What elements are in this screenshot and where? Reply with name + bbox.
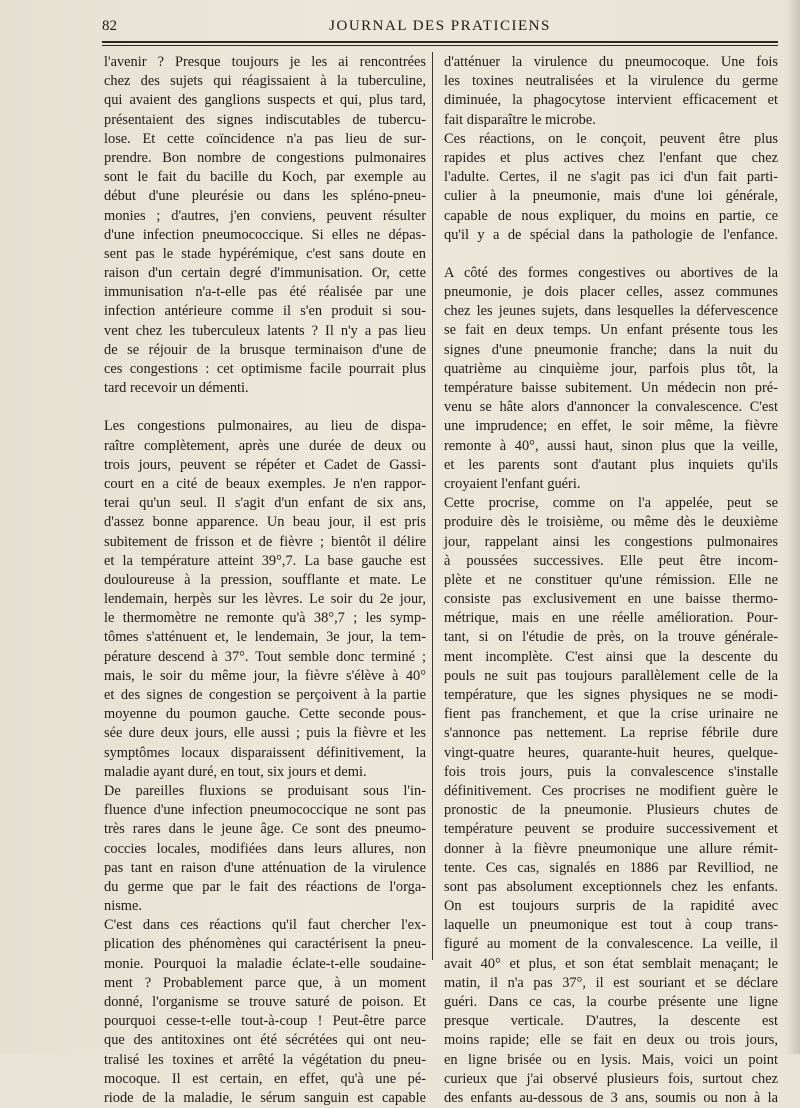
text-line: plication des phénomènes qui caractérisent la pneu-	[104, 936, 426, 953]
text-line: température peuvent se produire successivement et	[444, 821, 778, 838]
text-line: mocoque. Il est certain, en effet, qu'à une pé-	[104, 1070, 426, 1087]
right-column	[444, 53, 778, 1108]
header-rule-thin	[102, 45, 778, 46]
text-line: presque verticale. D'autres, la descente est	[444, 1013, 778, 1030]
text-line: culier à la pneumonie, mais d'une loi générale,	[444, 188, 778, 205]
text-line: immunisation n'a-t-elle pas été réalisée par une	[104, 284, 426, 301]
text-line: venu se hâte alors d'annoncer la convalescence. C'est	[444, 399, 778, 416]
text-line: pouls ne suit pas toujours parallèlement celle de la	[444, 667, 778, 684]
text-line: tente. Ces cas, signalés en 1886 par Revilliod, ne	[444, 859, 778, 876]
text-line: tard recevoir un démenti.	[104, 380, 249, 397]
text-line: température, que les signes physiques ne se modi-	[444, 687, 778, 703]
page-header	[102, 14, 778, 40]
text-line: fait disparaître le microbe.	[444, 111, 596, 128]
text-line: guéri. Dans ce cas, la courbe présente une ligne	[444, 994, 778, 1010]
text-line: température baisse subitement. Un médecin non pré-	[444, 380, 778, 396]
text-line: jour, rappelant ainsi les congestions pulmonaires	[444, 533, 778, 550]
text-line: le thermomètre ne remonte qu'à 38°,7 ; les symp-	[104, 610, 426, 627]
text-line: vent chez les tuberculeux latents ? Il n'y a pas lieu	[104, 322, 426, 339]
text-line: moins rapide; elle se fait en deux ou trois jours,	[444, 1032, 778, 1049]
text-line: une imprudence; en effet, le soir même, la fièvre	[444, 418, 778, 435]
text-line: très rares dans le jeune âge. Ce sont des pneumo-	[104, 821, 426, 838]
page-edge-shadow	[786, 0, 800, 1054]
text-line: De pareilles fluxions se produisant sous l'in-	[104, 782, 426, 799]
text-line: moyenne du poumon gauche. Cette seconde pous-	[104, 706, 426, 723]
text-line: trois jours, peuvent se répéter et Cadet de Gassi-	[104, 456, 426, 473]
text-line: d'assez bonne apparence. Un beau jour, il est pris	[104, 514, 426, 531]
text-line: pas tant en raison d'une atténuation de la virulence	[104, 859, 426, 876]
text-line: et la température atteint 39°,7. La base gauche est	[104, 552, 426, 569]
text-line: infection antérieure comme il s'en produit si sou-	[104, 303, 426, 320]
left-column	[104, 53, 426, 1108]
text-line: figuré au moment de la convalescence. La veille, il	[444, 936, 778, 953]
text-line: sont le fait du bacille du Koch, par exemple au	[104, 169, 426, 186]
text-line: ces congestions : cet optimisme facile pourrait plus	[104, 361, 426, 377]
text-line: l'avenir ? Presque toujours je les ai rencontrées	[104, 54, 426, 70]
text-line: coccies locales, modifiées dans leurs allures, non	[104, 840, 426, 857]
text-line: en ligne brisée ou en lysis. Mais, voici un point	[444, 1051, 778, 1068]
text-line: s'annonce pas nettement. La reprise fébrile dure	[444, 725, 778, 742]
text-line: définitivement. Ces procrises ne modifient guère le	[444, 782, 778, 799]
text-line: donné, l'organisme se trouve saturé de poison. Et	[104, 994, 426, 1010]
text-line: Les congestions pulmonaires, au lieu de dispa-	[104, 418, 426, 435]
text-line: et des signes de congestion se perçoivent à la partie	[104, 687, 426, 703]
text-line: chez des sujets qui réagissaient à la tuberculine,	[104, 73, 426, 90]
text-line: chez les jeunes sujets, dans lesquelles la défervescence	[444, 303, 778, 320]
text-line: donner à la fièvre pneumonique une allure rémit-	[444, 840, 778, 857]
column-divider	[432, 52, 433, 960]
text-line: avait 40° et plus, et son état semblait menaçant; le	[444, 955, 778, 972]
text-line: matin, il n'a pas 37°, il est souriant et se déclare	[444, 974, 778, 991]
text-line: vingt-quatre heures, quarante-huit heures, quelque-	[444, 744, 778, 761]
text-line: tant, si on l'étudie de près, on la trouve générale-	[444, 629, 778, 646]
journal-title: JOURNAL DES PRATICIENS	[329, 18, 551, 34]
text-line: de se réjouir de la brusque terminaison d'une de	[104, 341, 426, 358]
text-line: raison d'un certain degré d'immunisation. Or, cette	[104, 265, 426, 282]
text-line: monies ; d'autres, j'en conviens, peuvent résulter	[104, 207, 426, 224]
text-line: sée dure deux jours, elle aussi ; puis la fièvre et les	[104, 725, 426, 742]
text-line: d'atténuer la virulence du pneumocoque. Une fois	[444, 54, 778, 70]
text-line: ment incomplète. C'est ainsi que la descente du	[444, 648, 778, 665]
text-line: capable de nous expliquer, du moins en partie, ce	[444, 207, 778, 224]
text-line: et les parents sont d'autant plus inquiets qu'ils	[444, 456, 778, 473]
text-line: du germe que par le fait des réactions de l'orga-	[104, 878, 426, 895]
text-line: symptômes locaux disparaissent définitivement, la	[104, 744, 426, 761]
text-line: croyaient l'enfant guéri.	[444, 475, 581, 492]
text-line: court en a cité de beaux exemples. Je n'en rappor-	[104, 475, 426, 492]
text-line: des enfants au-dessous de 3 ans, soumis ou non à la	[444, 1089, 778, 1106]
text-line: présentaient des signes indiscutables de tubercu-	[104, 111, 426, 128]
text-line: monie. Pourquoi la maladie éclate-t-elle soudaine-	[104, 955, 426, 972]
text-line: rapides et plus actives chez l'enfant que chez	[444, 149, 778, 166]
text-line: tralisé les toxines et arrêté la végétation du pneu-	[104, 1051, 426, 1068]
text-line: se fait en deux temps. Un enfant présente tous les	[444, 322, 778, 339]
text-line: fluence d'une infection pneumococcique ne sont pas	[104, 802, 426, 819]
text-line: Cette procrise, comme on l'a appelée, peut se	[444, 495, 778, 512]
text-line: pronostic de la pneumonie. Plusieurs chutes de	[444, 802, 778, 819]
text-line: ment ? Probablement parce que, à un moment	[104, 974, 426, 991]
text-line: pérature descend à 37°. Tout semble donc terminé ;	[104, 648, 426, 665]
text-line: prendre. Bon nombre de congestions pulmonaires	[104, 149, 426, 166]
text-line: C'est dans ces réactions qu'il faut chercher l'ex-	[104, 917, 426, 934]
paragraph-gap	[444, 245, 778, 264]
text-line: métrique, mais en une réelle amélioration. Pour-	[444, 610, 778, 627]
text-line: sent pas le stade hypérémique, c'est sans doute en	[104, 245, 426, 262]
text-line: riode de la maladie, le sérum sanguin est capable	[104, 1089, 426, 1106]
text-line: terai qu'un seul. Il s'agit d'un enfant de six ans,	[104, 495, 426, 512]
text-line: les toxines neutralisées et la virulence du germe	[444, 73, 778, 90]
text-line: remonte à 40°, aussi haut, sinon plus que la veille,	[444, 437, 778, 454]
text-line: sont pas absolument exceptionnels chez les enfants.	[444, 878, 778, 895]
text-line: subitement de frisson et de fièvre ; bientôt il délire	[104, 533, 426, 550]
paragraph-gap	[104, 398, 426, 417]
text-line: fient pas franchement, et que la crise urinaire ne	[444, 706, 778, 723]
text-line: diminuée, la phagocytose intervient efficacement et	[444, 92, 778, 109]
text-line: raître complètement, après une durée de deux ou	[104, 437, 426, 454]
text-line: maladie ayant duré, en tout, six jours et demi.	[104, 763, 367, 780]
text-line: consiste pas exclusivement en une baisse thermo-	[444, 591, 778, 608]
text-line: lendemain, herpès sur les lèvres. Le soir du 2e jour,	[104, 591, 426, 608]
text-line: pourquoi cesse-t-elle tout-à-coup ! Peut-être parce	[104, 1013, 426, 1030]
text-line: curieux que j'ai observé plusieurs fois, surtout chez	[444, 1070, 778, 1087]
text-line: plète et ne constituer qu'une rémission. Elle ne	[444, 571, 778, 588]
text-line: Ces réactions, on le conçoit, peuvent être plus	[444, 130, 778, 147]
header-rule-thick	[102, 41, 778, 43]
text-line: mais, le soir du même jour, la fièvre s'élève à 40°	[104, 667, 426, 684]
text-line: pneumonie, je dois placer celles, assez communes	[444, 284, 778, 301]
text-line: On est toujours surpris de la rapidité avec	[444, 898, 778, 915]
text-line: A côté des formes congestives ou abortives de la	[444, 264, 778, 281]
text-line: à poussées successives. Elle peut être incom-	[444, 552, 778, 569]
text-line: fois trois jours, puis la convalescence s'installe	[444, 763, 778, 780]
text-line: qui avaient des ganglions suspects et qui, plus tard,	[104, 92, 426, 109]
text-line: signes d'une pneumonie franche; dans la nuit du	[444, 341, 778, 358]
text-line: laquelle un pneumonique est tout à coup trans-	[444, 917, 778, 934]
text-line: lose. Et cette coïncidence n'a pas lieu de sur-	[104, 130, 426, 147]
text-line: l'adulte. Certes, il ne s'agit pas ici d'un fait parti-	[444, 169, 778, 186]
text-line: que des antitoxines ont été sécrétées qui ont neu-	[104, 1032, 426, 1049]
page-number: 82	[102, 18, 117, 34]
text-line: quatrième au cinquième jour, parfois plus tôt, la	[444, 360, 778, 377]
text-line: d'une infection pneumococcique. Si elles ne dépas-	[104, 226, 426, 243]
text-line: nisme.	[104, 898, 142, 915]
text-line: qu'il y a de spécial dans la pathologie de l'enfance.	[444, 226, 778, 243]
text-line: douloureuse à la pression, soufflante et mate. Le	[104, 571, 426, 588]
text-line: produire dès le troisième, ou même dès le deuxième	[444, 514, 778, 531]
text-line: début d'une pleurésie ou dans les spléno-pneu-	[104, 188, 426, 205]
text-line: tômes s'atténuent et, le lendemain, 3e jour, la tem-	[104, 629, 426, 646]
